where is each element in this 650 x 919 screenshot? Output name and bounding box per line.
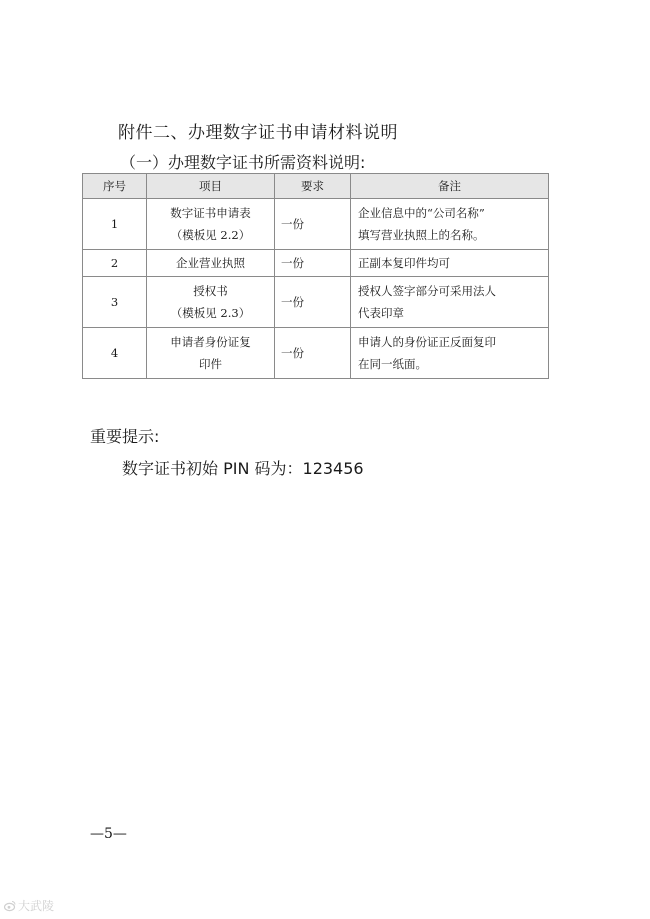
header-requirement: 要求 <box>275 174 351 199</box>
row-item <box>147 250 275 277</box>
row-requirement: 一份 <box>275 277 351 328</box>
row-item <box>147 328 275 379</box>
row-item-line: 授权书 <box>193 284 228 298</box>
row-note-line: 在同一纸面。 <box>358 357 427 371</box>
row-no: 2 <box>83 250 147 277</box>
row-item-line: 申请者身份证复 <box>170 335 251 349</box>
table-row <box>83 199 549 250</box>
table-row <box>83 250 549 277</box>
row-note <box>351 277 549 328</box>
row-note-line: 授权人签字部分可采用法人 <box>358 284 496 298</box>
header-no: 序号 <box>83 174 147 199</box>
row-item-line: （模板见 2.3） <box>170 306 251 320</box>
row-note-line: 填写营业执照上的名称。 <box>358 228 485 242</box>
row-item-line: 企业营业执照 <box>176 256 245 270</box>
weibo-icon <box>4 900 16 912</box>
table-header-row <box>83 174 549 199</box>
row-note-line: 企业信息中的“公司名称” <box>358 206 485 220</box>
header-note: 备注 <box>351 174 549 199</box>
row-no: 1 <box>83 199 147 250</box>
row-note-line: 正副本复印件均可 <box>358 256 450 270</box>
page-number: —5— <box>90 826 127 842</box>
row-note <box>351 199 549 250</box>
requirements-table <box>82 173 549 379</box>
row-item <box>147 277 275 328</box>
row-item-line: 印件 <box>199 357 222 371</box>
watermark <box>4 897 54 914</box>
header-item: 项目 <box>147 174 275 199</box>
row-item <box>147 199 275 250</box>
table-row <box>83 328 549 379</box>
row-note-line: 申请人的身份证正反面复印 <box>358 335 496 349</box>
row-note <box>351 250 549 277</box>
table-row <box>83 277 549 328</box>
watermark-text: 大武陵 <box>18 899 55 913</box>
row-no: 3 <box>83 277 147 328</box>
tips-heading: 重要提示: <box>90 427 160 446</box>
row-requirement: 一份 <box>275 199 351 250</box>
row-requirement: 一份 <box>275 328 351 379</box>
row-item-line: 数字证书申请表 <box>170 206 251 220</box>
document-title: 附件二、办理数字证书申请材料说明 <box>118 123 398 143</box>
row-item-line: （模板见 2.2） <box>170 228 251 242</box>
row-requirement: 一份 <box>275 250 351 277</box>
row-note <box>351 328 549 379</box>
section-heading: （一）办理数字证书所需资料说明: <box>120 153 366 172</box>
pin-notice: 数字证书初始 PIN 码为：123456 <box>122 459 364 478</box>
row-note-line: 代表印章 <box>358 306 404 320</box>
row-no: 4 <box>83 328 147 379</box>
